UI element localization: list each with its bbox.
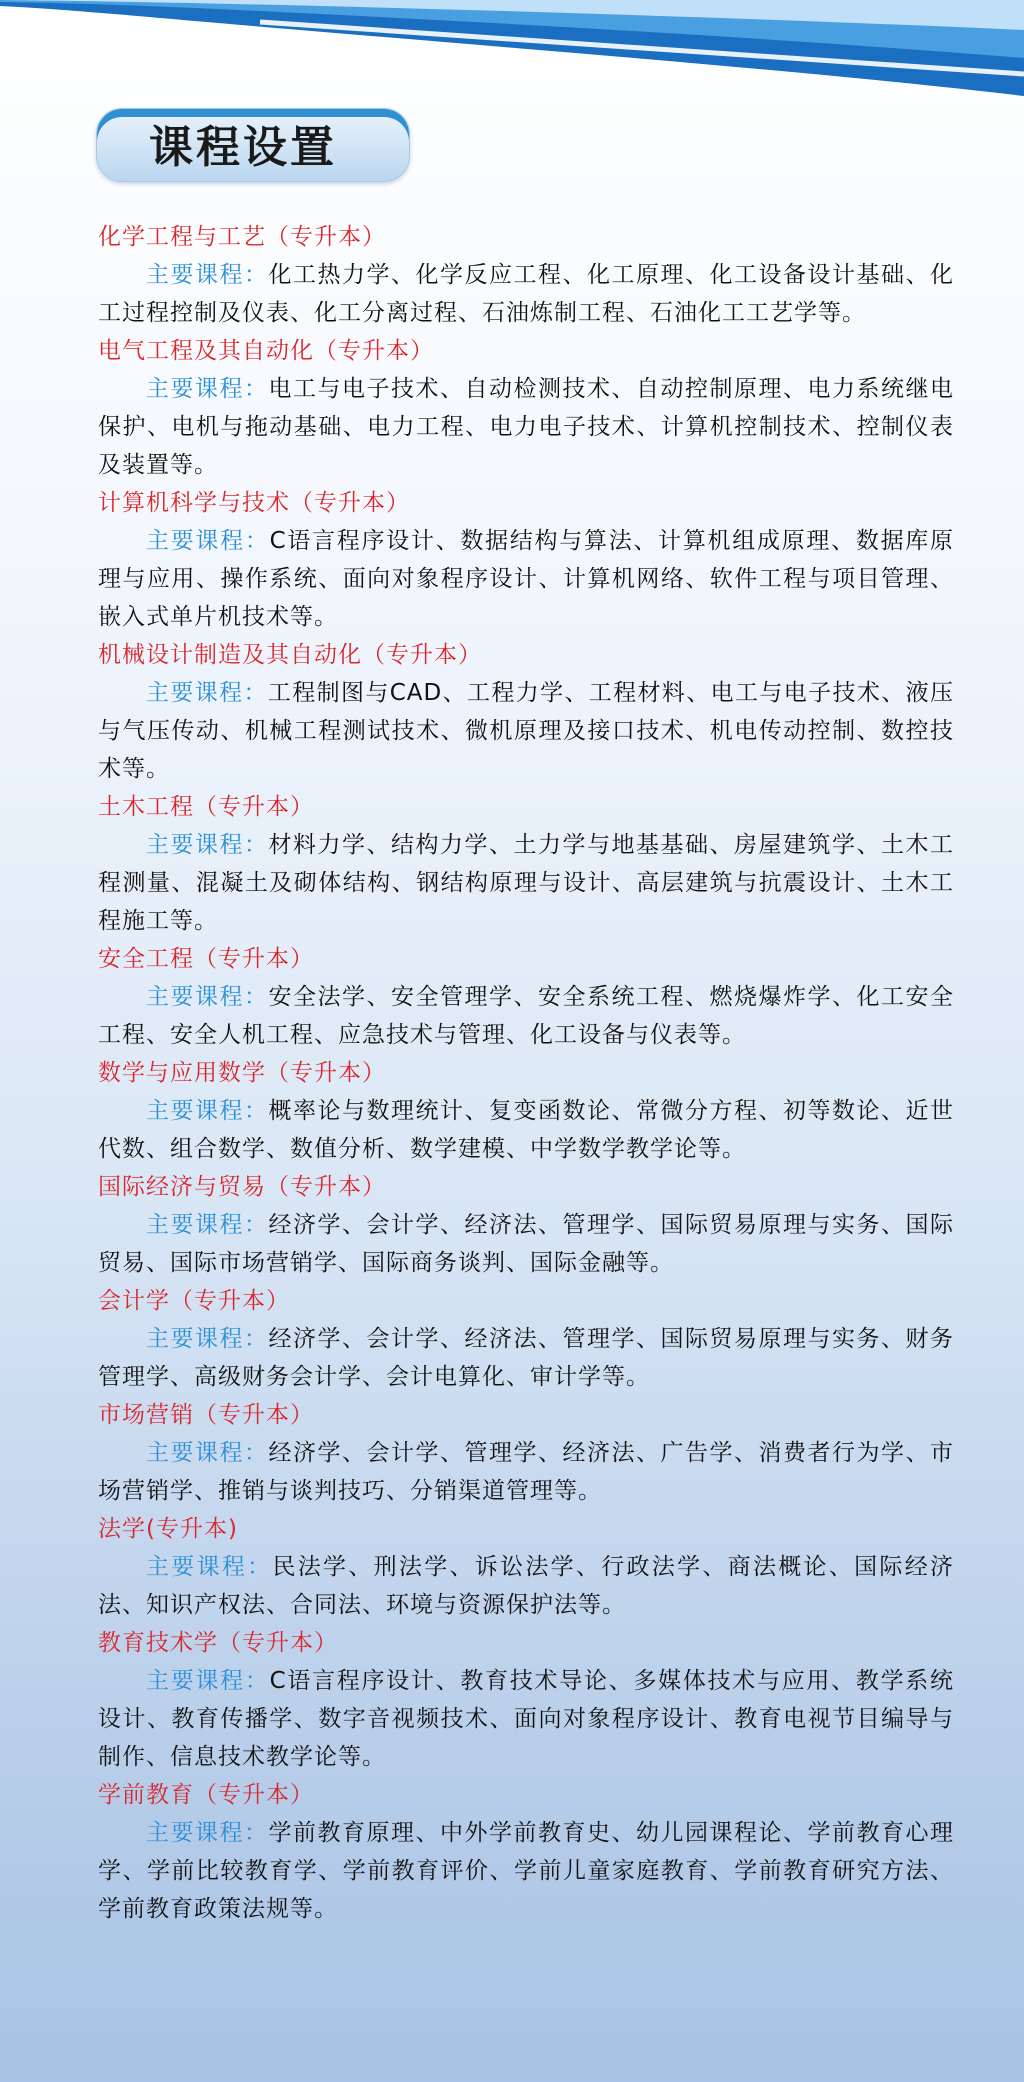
course-list-text: C语言程序设计、数据结构与算法、计算机组成原理、数据库原理与应用、操作系统、面向对象程序设计、计算机网络、软件工程与项目管理、嵌入式单片机技术等。	[98, 528, 955, 630]
course-list-text: 概率论与数理统计、复变函数论、常微分方程、初等数论、近世代数、组合数学、数值分析、数学建模、中学数学教学论等。	[98, 1098, 954, 1162]
course-list-text: 安全法学、安全管理学、安全系统工程、燃烧爆炸学、化工安全工程、安全人机工程、应急技术与管理、化工设备与仪表等。	[98, 984, 954, 1048]
program-title: 学前教育（专升本）	[98, 1782, 314, 1808]
program-title: 计算机科学与技术（专升本）	[98, 490, 410, 516]
course-label: 主要课程：	[146, 1554, 273, 1580]
course-list-text: 化工热力学、化学反应工程、化工原理、化工设备设计基础、化工过程控制及仪表、化工分离过程、石油炼制工程、石油化工工艺学等。	[98, 262, 954, 326]
course-list-text: 学前教育原理、中外学前教育史、幼儿园课程论、学前教育心理学、学前比较教育学、学前教育评价、学前儿童家庭教育、学前教育研究方法、学前教育政策法规等。	[98, 1820, 954, 1922]
program-title: 化学工程与工艺（专升本）	[98, 224, 386, 250]
course-list-text: 电工与电子技术、自动检测技术、自动控制原理、电力系统继电保护、电机与拖动基础、电力工程、电力电子技术、计算机控制技术、控制仪表及装置等。	[98, 376, 954, 478]
course-label: 主要课程：	[146, 528, 270, 554]
course-label: 主要课程：	[146, 262, 269, 288]
course-list-text: 工程制图与CAD、工程力学、工程材料、电工与电子技术、液压与气压传动、机械工程测试技术、微机原理及接口技术、机电传动控制、数控技术等。	[98, 680, 954, 782]
program-item	[98, 1510, 954, 1624]
program-title: 会计学（专升本）	[98, 1288, 290, 1314]
program-courses	[98, 1092, 954, 1168]
course-label: 主要课程：	[146, 680, 268, 706]
program-item	[98, 940, 954, 1054]
program-title: 安全工程（专升本）	[98, 946, 314, 972]
program-item	[98, 1624, 954, 1776]
program-item	[98, 1168, 954, 1282]
program-item	[98, 484, 954, 636]
course-label: 主要课程：	[146, 1098, 269, 1124]
program-courses	[98, 674, 954, 788]
course-label: 主要课程：	[146, 1668, 270, 1694]
program-courses	[98, 522, 954, 636]
program-item	[98, 1054, 954, 1168]
course-list-text: 经济学、会计学、经济法、管理学、国际贸易原理与实务、财务管理学、高级财务会计学、会计电算化、审计学等。	[98, 1326, 954, 1390]
program-courses	[98, 978, 954, 1054]
program-courses	[98, 1814, 954, 1928]
course-list-text: 经济学、会计学、经济法、管理学、国际贸易原理与实务、国际贸易、国际市场营销学、国际商务谈判、国际金融等。	[98, 1212, 954, 1276]
course-label: 主要课程：	[146, 1820, 269, 1846]
program-title: 土木工程（专升本）	[98, 794, 314, 820]
section-title-badge	[96, 108, 410, 182]
program-title: 数学与应用数学（专升本）	[98, 1060, 386, 1086]
program-title: 教育技术学（专升本）	[98, 1630, 338, 1656]
program-item	[98, 1776, 954, 1928]
program-title: 法学(专升本)	[98, 1516, 238, 1542]
course-label: 主要课程：	[146, 832, 269, 858]
course-label: 主要课程：	[146, 1326, 269, 1352]
course-list-text: C语言程序设计、教育技术导论、多媒体技术与应用、教学系统设计、教育传播学、数字音视频技术、面向对象程序设计、教育电视节目编导与制作、信息技术教学论等。	[98, 1668, 955, 1770]
program-item	[98, 788, 954, 940]
course-list-text: 经济学、会计学、管理学、经济法、广告学、消费者行为学、市场营销学、推销与谈判技巧、分销渠道管理等。	[98, 1440, 954, 1504]
program-item	[98, 218, 954, 332]
program-courses	[98, 1662, 954, 1776]
course-label: 主要课程：	[146, 1440, 269, 1466]
course-label: 主要课程：	[146, 376, 269, 402]
program-courses	[98, 1320, 954, 1396]
program-courses	[98, 826, 954, 940]
course-label: 主要课程：	[146, 984, 269, 1010]
program-title: 国际经济与贸易（专升本）	[98, 1174, 386, 1200]
program-title: 市场营销（专升本）	[98, 1402, 314, 1428]
program-item	[98, 1396, 954, 1510]
program-item	[98, 1282, 954, 1396]
program-courses	[98, 256, 954, 332]
program-item	[98, 636, 954, 788]
program-title: 机械设计制造及其自动化（专升本）	[98, 642, 482, 668]
course-list-text: 民法学、刑法学、诉讼法学、行政法学、商法概论、国际经济法、知识产权法、合同法、环境与资源保护法等。	[98, 1554, 955, 1618]
program-courses	[98, 1548, 954, 1624]
top-swoosh-decoration	[0, 0, 1024, 120]
course-list-text: 材料力学、结构力学、土力学与地基基础、房屋建筑学、土木工程测量、混凝土及砌体结构、钢结构原理与设计、高层建筑与抗震设计、土木工程施工等。	[98, 832, 954, 934]
page-title: 课程设置	[149, 122, 337, 173]
program-title: 电气工程及其自动化（专升本）	[98, 338, 434, 364]
program-courses	[98, 1434, 954, 1510]
program-courses	[98, 370, 954, 484]
program-courses	[98, 1206, 954, 1282]
program-list	[98, 218, 954, 1928]
program-item	[98, 332, 954, 484]
course-label: 主要课程：	[146, 1212, 269, 1238]
